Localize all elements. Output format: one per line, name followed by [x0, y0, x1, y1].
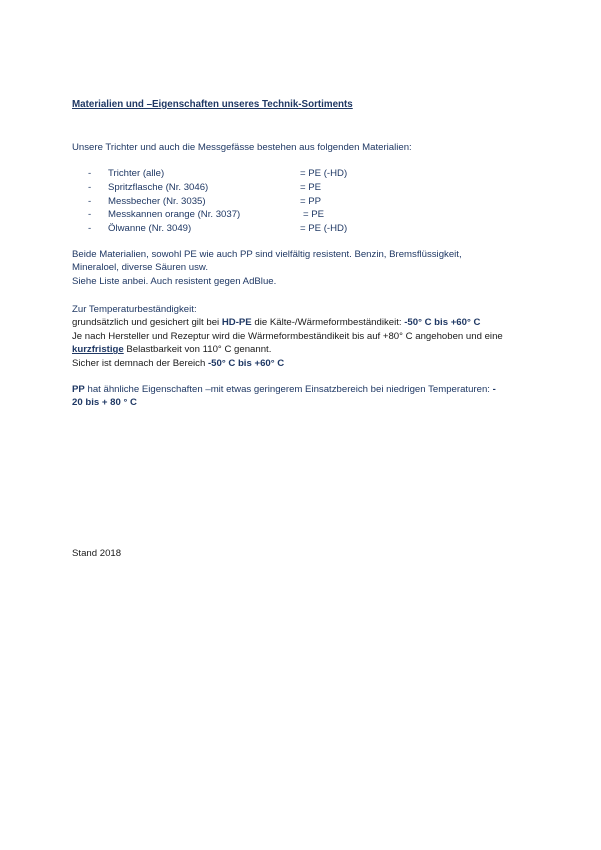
material-emphasis: PP	[72, 384, 85, 395]
material-value: = PE	[300, 181, 322, 193]
list-dash: -	[88, 223, 92, 235]
temperature-heading: Zur Temperaturbeständigkeit:	[72, 304, 197, 315]
text-segment: Belastbarkeit von 110° C genannt.	[123, 344, 272, 356]
product-name: Ölwanne (Nr. 3049)	[108, 223, 192, 235]
product-name: Trichter (alle)	[108, 168, 165, 179]
material-value: = PP	[300, 195, 322, 207]
pp-paragraph	[72, 383, 542, 410]
resistance-line: Beide Materialien, sowohl PE wie auch PP sind vielfältig resistent. Benzin, Bremsflüssigkeit,	[72, 249, 462, 260]
intro-text: Unsere Trichter und auch die Messgefässe bestehen aus folgenden Materialien:	[72, 142, 412, 153]
stand-date: Stand 2018	[72, 548, 122, 559]
text-segment: grundsätzlich und gesichert gilt bei	[72, 317, 222, 329]
pp-line-1	[72, 383, 542, 396]
material-value: = PE	[303, 209, 325, 221]
temperature-line-1	[72, 316, 542, 329]
product-name: Spritzflasche (Nr. 3046)	[108, 181, 209, 193]
list-dash: -	[88, 209, 92, 221]
product-name: Messbecher (Nr. 3035)	[108, 195, 206, 207]
material-emphasis: HD-PE	[221, 317, 252, 329]
materials-list	[88, 167, 408, 236]
text-segment: Sicher ist demnach der Bereich	[72, 357, 208, 369]
temperature-line-4	[72, 357, 542, 370]
list-item	[88, 208, 408, 222]
list-dash: -	[88, 181, 92, 193]
material-value: = PE (-HD)	[300, 168, 348, 179]
temperature-line-3	[72, 343, 542, 356]
resistance-line: Siehe Liste anbei. Auch resistent gegen AdBlue.	[72, 275, 277, 287]
resistance-line: Mineraloel, diverse Säuren usw.	[72, 262, 208, 274]
list-item	[88, 167, 408, 181]
temperature-line-2: Je nach Hersteller und Rezeptur wird die Wärmeformbeständikeit bis auf +80° C angehoben und eine	[72, 330, 503, 342]
list-item	[88, 181, 408, 195]
temperature-range: -50° C bis +60° C	[404, 317, 481, 329]
resistance-paragraph	[72, 248, 542, 288]
text-segment: die Kälte-/Wärmeformbeständikeit:	[251, 317, 405, 329]
material-value: = PE (-HD)	[300, 223, 348, 235]
list-dash: -	[88, 168, 92, 179]
temperature-range: -50° C bis +60° C	[207, 357, 285, 369]
document-title: Materialien und –Eigenschaften unseres Technik-Sortiments	[72, 99, 353, 110]
pp-line-2	[72, 396, 542, 409]
list-item	[88, 222, 408, 236]
list-item	[88, 195, 408, 209]
short-term-emphasis: kurzfristige	[72, 344, 124, 356]
product-name: Messkannen orange (Nr. 3037)	[108, 209, 241, 221]
temperature-paragraph	[72, 303, 542, 370]
text-segment: -	[492, 384, 496, 395]
text-segment: hat ähnliche Eigenschaften –mit etwas geringerem Einsatzbereich bei niedrigen Temperaturen:	[84, 384, 493, 395]
temperature-range: 20 bis + 80 ° C	[72, 397, 137, 409]
list-dash: -	[88, 195, 92, 207]
